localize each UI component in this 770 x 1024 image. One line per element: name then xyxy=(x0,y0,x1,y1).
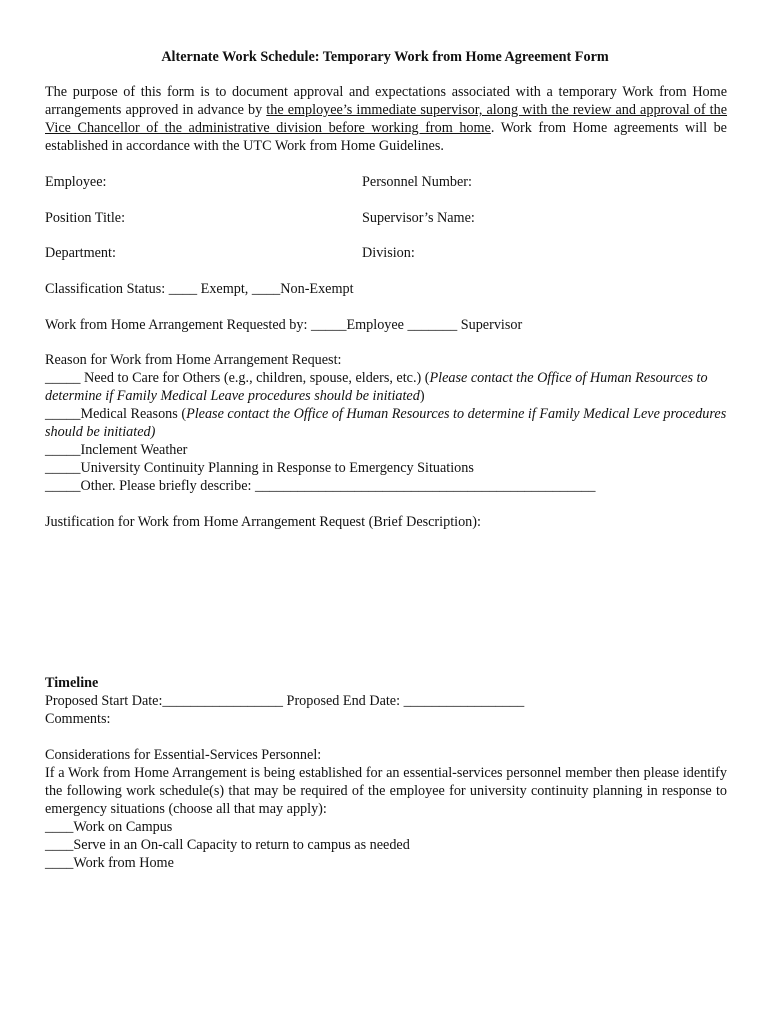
option-work-from-home: ____Work from Home xyxy=(45,855,174,871)
intro-text: The purpose of this form is to document approval and expectations associated with a temporary Work from Home arrangements approved in advance by xyxy=(45,84,727,118)
department-label: Department: xyxy=(45,245,116,261)
justification-label: Justification for Work from Home Arrangement Request (Brief Description): xyxy=(45,514,481,530)
reason-section xyxy=(45,351,735,495)
position-row xyxy=(45,209,735,227)
option-work-on-campus: ____Work on Campus xyxy=(45,819,173,835)
reason-heading: Reason for Work from Home Arrangement Request: xyxy=(45,352,342,368)
personnel-number-label: Personnel Number: xyxy=(362,174,472,190)
medical-text: _____Medical Reasons ( xyxy=(45,406,187,422)
timeline-section xyxy=(45,674,735,728)
supervisor-name-label: Supervisor’s Name: xyxy=(362,210,475,226)
essential-heading: Considerations for Essential-Services Personnel: xyxy=(45,747,322,763)
employee-label: Employee: xyxy=(45,174,107,190)
form-title: Alternate Work Schedule: Temporary Work from Home Agreement Form xyxy=(161,49,609,65)
classification-status: Classification Status: ____ Exempt, ____Non-Exempt xyxy=(45,281,354,297)
position-title-label: Position Title: xyxy=(45,210,126,226)
reason-weather: _____Inclement Weather xyxy=(45,442,188,458)
employee-row xyxy=(45,173,735,191)
intro-paragraph xyxy=(45,83,727,155)
option-on-call: ____Serve in an On-call Capacity to return to campus as needed xyxy=(45,837,410,853)
care-text: _____ Need to Care for Others (e.g., children, spouse, elders, etc.) ( xyxy=(45,370,430,386)
essential-services-section xyxy=(45,746,727,872)
reason-care-others xyxy=(45,369,735,405)
intro-underlined-text: the employee’s immediate supervisor, along with the review and approval of the Vice Chancellor of the administrative division before working from home xyxy=(45,102,728,136)
reason-medical xyxy=(45,405,735,441)
department-row xyxy=(45,244,735,262)
comments-label: Comments: xyxy=(45,711,111,727)
division-label: Division: xyxy=(362,245,415,261)
care-close: ) xyxy=(419,388,425,404)
proposed-dates-line: Proposed Start Date:_________________ Proposed End Date: _________________ xyxy=(45,693,525,709)
intro-text-end: . Work from Home agreements will be established in accordance with the UTC Work from Home Guidelines. xyxy=(45,120,727,154)
care-note: Please contact the Office of Human Resources to determine if Family Medical Leave procedures should be initiated xyxy=(45,370,708,404)
timeline-heading: Timeline xyxy=(45,675,99,691)
reason-continuity: _____University Continuity Planning in Response to Emergency Situations xyxy=(45,460,474,476)
reason-other: _____Other. Please briefly describe: ________________________________________________ xyxy=(45,478,596,494)
essential-body: If a Work from Home Arrangement is being established for an essential-services personnel member then please identify the following work schedule(s) that may be required of the employee for university continuity planning in response to emergency situations (choose all that may apply): xyxy=(45,765,727,817)
requested-by-line: Work from Home Arrangement Requested by: _____Employee _______ Supervisor xyxy=(45,317,523,333)
medical-note: Please contact the Office of Human Resources to determine if Family Medical Leve procedures should be initiated) xyxy=(45,406,727,440)
